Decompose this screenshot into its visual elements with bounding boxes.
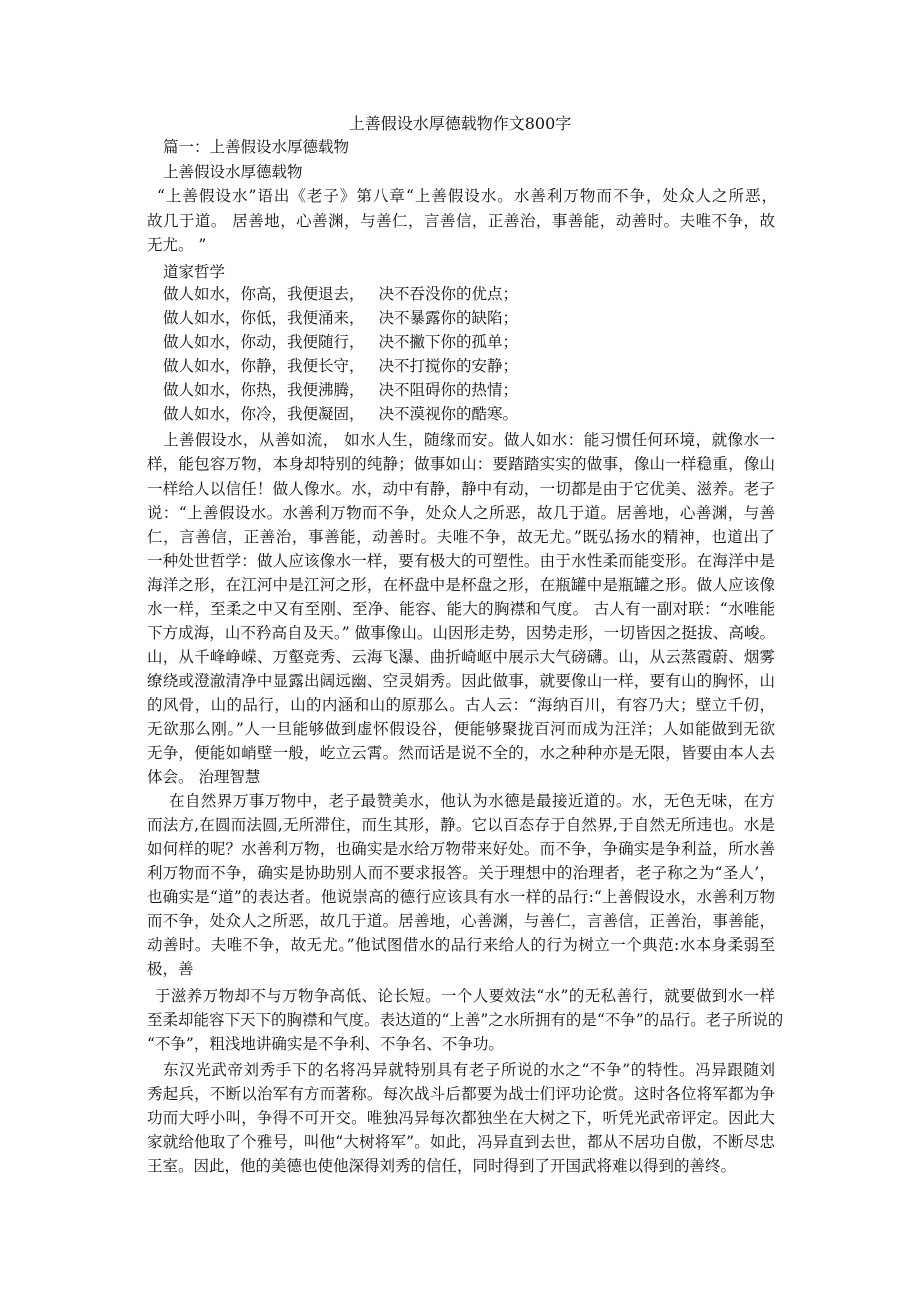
paragraph2-line: 也确实是“道”的表达者。他说崇高的德行应该具有水一样的品行:“上善假设水，水善利万物	[147, 888, 775, 906]
poem-right: 决不阻碍你的热情；	[378, 381, 519, 399]
poem-right: 决不撇下你的孤单；	[378, 333, 519, 351]
poem-line	[163, 354, 775, 378]
paragraph2-line: 利万物而不争，确实是协助别人而不要求报答。关于理想中的治理者，老子称之为“圣人’，	[147, 864, 775, 882]
paragraph1-line: 仁，言善信，正善治，事善能，动善时。夫唯不争，故无尤。”既弘扬水的精神，也道出了	[147, 528, 775, 546]
paragraph3-line: 至柔却能容下天下的胸襟和气度。表达道的“上善”之水所拥有的是“不争”的品行。老子所说的	[147, 1011, 784, 1029]
document-title: 上善假设水厚德载物作文800字	[348, 114, 572, 133]
poem-right: 决不漠视你的酷寒。	[378, 405, 519, 423]
paragraph2-line: 在自然界万事万物中，老子最赞美水，他认为水德是最接近道的。水，无色无味，在方	[169, 792, 775, 810]
paragraph3-line: “不争”，粗浅地讲确实是不争利、不争名、不争功。	[147, 1035, 504, 1053]
poem-left: 做人如水，你高，我便退去，	[163, 285, 365, 303]
paragraph1-line: 一样给人以信任！做人像水。水，动中有静，静中有动，一切都是由于它优美、滋养。老子	[147, 480, 775, 498]
paragraph2-line: 如何样的呢？水善利万物，也确实是水给万物带来好处。而不争，争确实是争利益，所水善	[147, 840, 775, 858]
paragraph3-line: 于滋养万物却不与万物争高低、论长短。一个人要效法“水”的无私善行，就要做到水一样	[155, 987, 775, 1005]
subheading: 上善假设水厚德载物	[163, 163, 303, 181]
poem-left: 做人如水，你动，我便随行，	[163, 333, 365, 351]
poem-right: 决不打搅你的安静；	[378, 357, 519, 375]
paragraph1-line: 的风骨，山的品行，山的内涵和山的原那么。古人云：“海纳百川，有容乃大；壁立千仞，	[147, 696, 775, 714]
paragraph1-line: 一种处世哲学：做人应该像水一样，要有极大的可塑性。由于水性柔而能变形。在海洋中是	[147, 552, 775, 570]
intro-line: 故几于道。 居善地，心善渊，与善仁，言善信，正善治，事善能，动善时。夫唯不争，故	[147, 212, 775, 230]
paragraph4-line: 王室。因此，他的美德也使他深得刘秀的信任，同时得到了开国武将难以得到的善终。	[147, 1157, 737, 1175]
intro-line: “上善假设水”语出《老子》第八章“上善假设水。水善利万物而不争，处众人之所恶，	[157, 187, 777, 205]
paragraph1-line: 水一样，至柔之中又有至刚、至净、能容、能大的胸襟和气度。 古人有一副对联：“水唯能	[147, 600, 775, 618]
paragraph2-line: 而法方,在圆而法圆,无所滞住，而生其形，静。它以百态存于自然界,于自然无所违也。水是	[147, 816, 775, 834]
paragraph4-line: 功而大呼小叫，争得不可开交。唯独冯异每次都独坐在大树之下，听凭光武帝评定。因此大	[147, 1109, 775, 1127]
paragraph2-line: 而不争，处众人之所恶，故几于道。居善地，心善渊，与善仁，言善信，正善治，事善能，	[147, 912, 775, 930]
poem-right: 决不暴露你的缺陷；	[378, 309, 519, 327]
paragraph1-line: 下方成海，山不矜高自及天。” 做事像山。山因形走势，因势走形，一切皆因之挺拔、高峻。	[147, 624, 775, 642]
poem-left: 做人如水，你低，我便涌来，	[163, 309, 365, 327]
paragraph1-line: 海洋之形，在江河中是江河之形，在杯盘中是杯盘之形，在瓶罐中是瓶罐之形。做人应该像	[147, 576, 775, 594]
paragraph1-line: 缭绕或澄澈清净中显露出阔远幽、空灵娟秀。因此做事，就要像山一样，要有山的胸怀，山	[147, 672, 775, 690]
paragraph2-line: 动善时。夫唯不争，故无尤。”他试图借水的品行来给人的行为树立一个典范:水本身柔弱至	[147, 936, 775, 954]
poem-right: 决不吞没你的优点；	[378, 285, 519, 303]
poem-line	[163, 306, 775, 330]
paragraph2-line: 极，善	[147, 960, 194, 978]
poem-line	[163, 330, 775, 354]
poem-line	[163, 402, 775, 426]
intro-line: 无尤。 ”	[147, 236, 207, 254]
poem-left: 做人如水，你冷，我便凝固，	[163, 405, 365, 423]
paragraph4-line: 家就给他取了个雅号，叫他“大树将军”。如此，冯异直到去世，都从不居功自傲，不断尽忠	[147, 1133, 775, 1151]
philosophy-heading: 道家哲学	[163, 263, 226, 281]
paragraph1-line: 体会。 治理智慧	[147, 768, 261, 786]
paragraph1-line: 说：“上善假设水。水善利万物而不争，处众人之所恶，故几于道。居善地，心善渊，与善	[147, 504, 775, 522]
poem-line	[163, 378, 775, 402]
section-heading: 篇一：上善假设水厚德载物	[163, 138, 350, 156]
paragraph4-line: 东汉光武帝刘秀手下的名将冯异就特别具有老子所说的水之“不争”的特性。冯异跟随刘	[163, 1061, 775, 1079]
poem-line	[163, 282, 775, 306]
paragraph1-line: 无争，便能如峭壁一般，屹立云霄。然而话是说不全的，水之种种亦是无限，皆要由本人去	[147, 744, 775, 762]
paragraph1-line: 无欲那么刚。”人一旦能够做到虚怀假设谷，便能够聚拢百河而成为汪洋；人如能做到无欲	[147, 720, 775, 738]
paragraph1-line: 上善假设水，从善如流， 如水人生，随缘而安。做人如水：能习惯任何环境，就像水一	[163, 431, 775, 449]
paragraph1-line: 样，能包容万物，本身却特别的纯静；做事如山：要踏踏实实的做事，像山一样稳重，像山	[147, 455, 775, 473]
paragraph4-line: 秀起兵，不断以治军有方而著称。每次战斗后都要为战士们评功论赏。这时各位将军都为争	[147, 1085, 775, 1103]
poem-left: 做人如水，你热，我便沸腾，	[163, 381, 365, 399]
paragraph1-line: 山，从千峰峥嵘、万壑竞秀、云海飞瀑、曲折崎岖中展示大气磅礴。山，从云蒸霞蔚、烟雾	[147, 648, 775, 666]
poem-left: 做人如水，你静，我便长守，	[163, 357, 365, 375]
